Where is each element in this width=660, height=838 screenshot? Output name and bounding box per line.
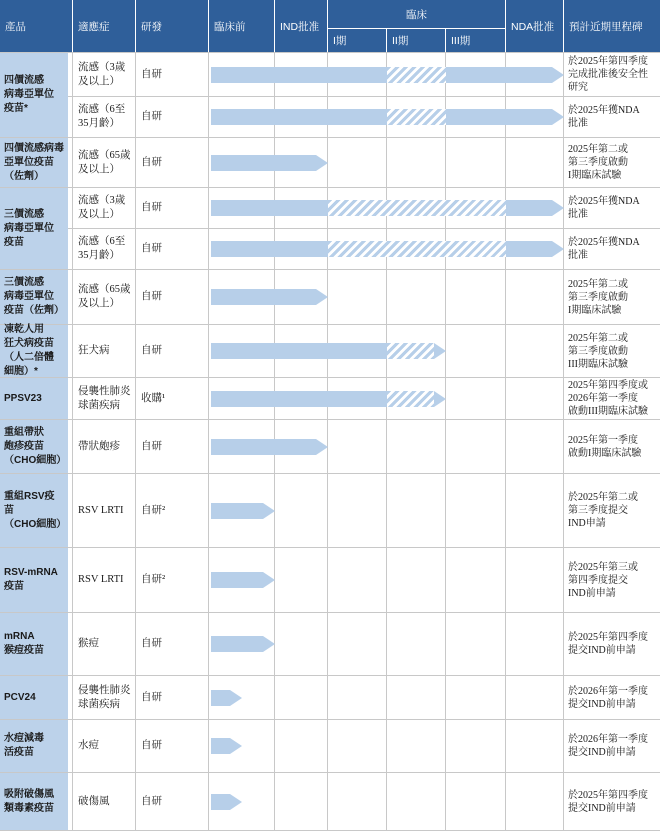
milestone: 於2025年第三或 第四季度提交 IND前申請: [568, 561, 638, 599]
milestone: 2025年第二或 第三季度啟動 I期臨床試驗: [568, 278, 628, 316]
grid-line: [386, 52, 387, 831]
header-phase3: III期: [446, 29, 505, 52]
indication: RSV LRTI: [78, 504, 124, 516]
product-name: 三價流感 病毒亞單位 疫苗: [0, 188, 68, 269]
bar-ongoing: [387, 109, 446, 125]
product-name: 三價流感 病毒亞單位 疫苗（佐劑）: [0, 270, 68, 324]
bar-solid: [211, 636, 263, 652]
indication: 帶狀皰疹: [78, 440, 120, 452]
bar-arrow-tip: [230, 738, 242, 754]
bar-solid: [211, 289, 316, 305]
bar-arrow-tip: [434, 343, 446, 359]
product-name: PPSV23: [0, 378, 68, 419]
milestone: 2025年第一季度 啟動I期臨床試驗: [568, 434, 642, 459]
research-type: 自研: [141, 691, 162, 703]
bar-solid: [211, 67, 387, 83]
indication: 流感（65歲 及以上）: [78, 284, 131, 309]
bar-arrow-tip: [552, 200, 564, 216]
research-type: 自研²: [141, 574, 166, 585]
bar-solid: [446, 67, 552, 83]
bar-arrow-tip: [230, 690, 242, 706]
progress-bar: [211, 391, 446, 407]
indication: 流感（3歲 及以上）: [78, 61, 126, 87]
research-type: 自研: [141, 111, 162, 122]
progress-bar: [211, 200, 564, 216]
milestone: 2025年第四季度或 2026年第一季度 啟動III期臨床試驗: [568, 380, 648, 417]
progress-bar: [211, 794, 242, 810]
header-divider: [328, 28, 505, 29]
product-name: PCV24: [0, 676, 68, 719]
indication: 猴痘: [78, 638, 99, 649]
progress-bar: [211, 439, 328, 455]
indication: 破傷風: [78, 795, 110, 807]
bar-arrow-tip: [263, 572, 275, 588]
bar-solid: [211, 155, 316, 171]
product-name: 重組帶狀 皰疹疫苗 （CHO細胞）: [0, 420, 68, 473]
bar-solid: [211, 503, 263, 519]
bar-solid: [211, 200, 328, 216]
product-name: 四價流感 病毒亞單位 疫苗*: [0, 53, 68, 137]
bar-ongoing: [387, 67, 446, 83]
header-divider: [445, 29, 446, 52]
bar-arrow-tip: [263, 636, 275, 652]
bar-arrow-tip: [434, 391, 446, 407]
progress-bar: [211, 155, 328, 171]
milestone: 於2026年第一季度 提交IND前申請: [568, 685, 648, 710]
bar-solid: [211, 241, 328, 257]
header-indication: 適應症: [73, 0, 135, 52]
bar-solid: [506, 241, 552, 257]
header-divider: [327, 0, 328, 52]
bar-arrow-tip: [230, 794, 242, 810]
product-name: 重組RSV疫苗 （CHO細胞）: [0, 474, 68, 547]
header-clinical: 臨床: [328, 0, 505, 28]
bar-solid: [211, 572, 263, 588]
bar-solid: [211, 439, 316, 455]
header-divider: [208, 0, 209, 52]
indication: RSV LRTI: [78, 574, 124, 585]
bar-solid: [211, 343, 387, 359]
bar-solid: [211, 690, 230, 706]
milestone: 於2025年獲NDA 批准: [568, 196, 640, 220]
header-divider: [274, 0, 275, 52]
bar-arrow-tip: [316, 155, 328, 171]
header-product: 產品: [0, 0, 72, 52]
progress-bar: [211, 690, 242, 706]
milestone: 2025年第二或 第三季度啟動 III期臨床試驗: [568, 332, 628, 370]
bar-arrow-tip: [552, 109, 564, 125]
header-divider: [386, 29, 387, 52]
bar-ongoing: [387, 343, 434, 359]
product-name: mRNA 猴痘疫苗: [0, 613, 68, 675]
research-type: 自研: [141, 638, 162, 649]
progress-bar: [211, 241, 564, 257]
bar-arrow-tip: [552, 67, 564, 83]
research-type: 自研: [141, 156, 162, 168]
indication: 侵襲性肺炎 球菌疾病: [78, 684, 131, 710]
indication: 狂犬病: [78, 345, 110, 356]
product-name: RSV-mRNA 疫苗: [0, 548, 68, 612]
research-type: 自研: [141, 202, 162, 213]
header-research: 研發: [136, 0, 208, 52]
progress-bar: [211, 636, 275, 652]
bar-ongoing: [328, 241, 506, 257]
milestone: 於2025年第四季度 提交IND前申請: [568, 789, 648, 814]
indication: 流感（6至 35月齡）: [78, 104, 126, 129]
research-type: 自研: [141, 345, 162, 356]
indication: 水痘: [78, 740, 99, 751]
progress-bar: [211, 67, 564, 83]
bar-arrow-tip: [316, 289, 328, 305]
bar-arrow-tip: [316, 439, 328, 455]
header-milestone: 預計近期里程碑: [564, 0, 660, 52]
milestone: 於2026年第一季度 提交IND前申請: [568, 734, 648, 758]
progress-bar: [211, 343, 446, 359]
milestone: 於2025年獲NDA 批准: [568, 237, 640, 261]
header-phase1: I期: [328, 29, 386, 52]
milestone: 於2025年第四季度 提交IND前申請: [568, 632, 648, 656]
milestone: 於2025年第二或 第三季度提交 IND申請: [568, 492, 638, 529]
research-type: 自研²: [141, 504, 166, 516]
indication: 侵襲性肺炎 球菌疾病: [78, 385, 131, 411]
grid-line: [445, 52, 446, 831]
header-preclinical: 臨床前: [209, 0, 274, 52]
bar-solid: [211, 738, 230, 754]
product-name: 水痘減毒 活疫苗: [0, 720, 68, 772]
research-type: 自研: [141, 740, 162, 751]
indication: 流感（6至 35月齡）: [78, 236, 126, 261]
milestone: 於2025年獲NDA 批准: [568, 105, 640, 129]
progress-bar: [211, 738, 242, 754]
product-name: 凍乾人用 狂犬病疫苗 （人二倍體 細胞）*: [0, 325, 68, 377]
indication: 流感（3歲 及以上）: [78, 195, 126, 220]
progress-bar: [211, 109, 564, 125]
research-type: 自研: [141, 440, 162, 452]
research-type: 自研: [141, 68, 162, 80]
progress-bar: [211, 289, 328, 305]
header-divider: [72, 0, 73, 52]
bar-ongoing: [328, 200, 506, 216]
product-name: 吸附破傷風 類毒素疫苗: [0, 773, 68, 830]
grid-line: [505, 52, 506, 831]
grid-line: [208, 52, 209, 831]
milestone: 2025年第二或 第三季度啟動 I期臨床試驗: [568, 144, 628, 181]
bar-arrow-tip: [552, 241, 564, 257]
header-divider: [563, 0, 564, 52]
header-phase2: II期: [387, 29, 445, 52]
progress-bar: [211, 503, 275, 519]
bar-solid: [506, 200, 552, 216]
bar-ongoing: [387, 391, 434, 407]
header-ind: IND批准: [275, 0, 327, 52]
product-name: 四價流感病毒 亞單位疫苗 （佐劑）: [0, 138, 68, 187]
bar-solid: [211, 391, 387, 407]
bar-solid: [211, 794, 230, 810]
bar-solid: [446, 109, 552, 125]
indication: 流感（65歲 及以上）: [78, 149, 131, 175]
header-divider: [505, 0, 506, 52]
grid-line: [0, 830, 660, 831]
milestone: 於2025年第四季度 完成批准後安全性 研究: [568, 56, 648, 93]
research-type: 收購¹: [141, 392, 166, 404]
header-divider: [135, 0, 136, 52]
research-type: 自研: [141, 243, 162, 254]
header-nda: NDA批准: [506, 0, 563, 52]
research-type: 自研: [141, 291, 162, 302]
progress-bar: [211, 572, 275, 588]
bar-arrow-tip: [263, 503, 275, 519]
bar-solid: [211, 109, 387, 125]
research-type: 自研: [141, 795, 162, 807]
